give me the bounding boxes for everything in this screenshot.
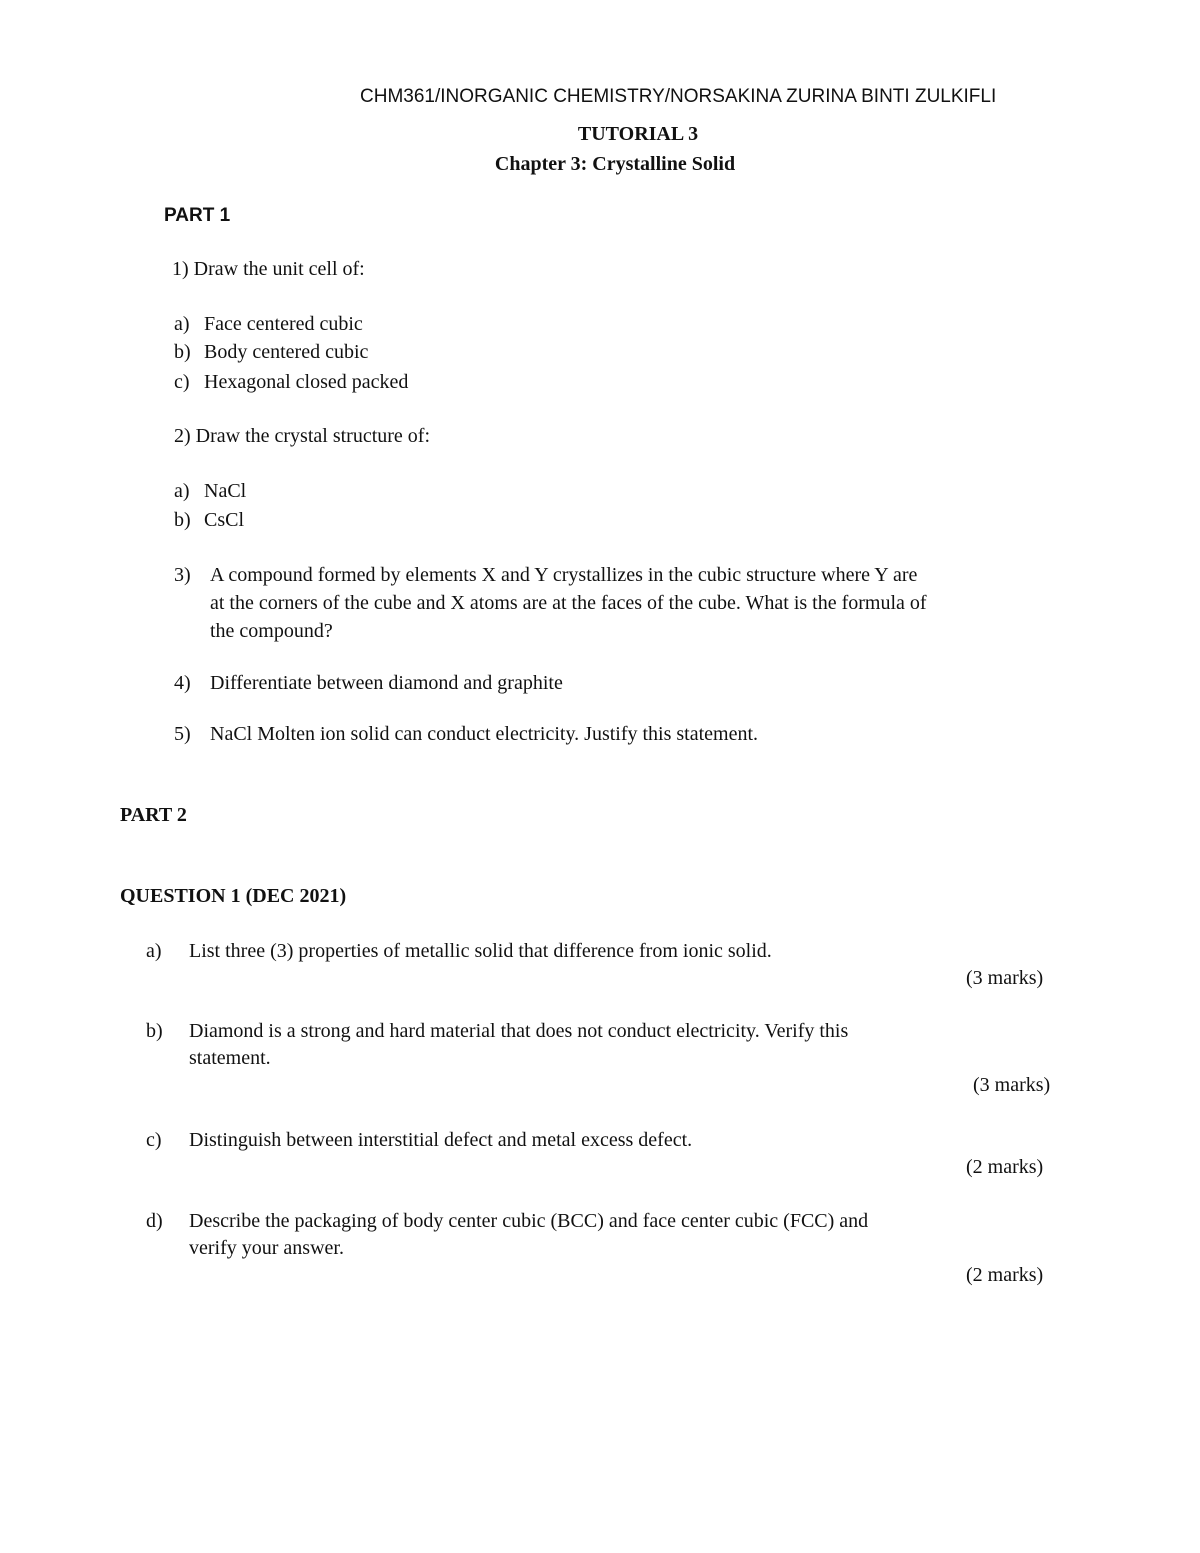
question1-b-line-1: Diamond is a strong and hard material that does not conduct electricity. Verify this <box>189 1020 849 1042</box>
question1-d-line-1: Describe the packaging of body center cubic (BCC) and face center cubic (FCC) and <box>189 1210 869 1232</box>
q3-line-2: at the corners of the cube and X atoms are at the faces of the cube. What is the formula of <box>210 592 927 614</box>
question1-a-label: a) <box>146 940 162 962</box>
q2-item-a-text: NaCl <box>204 480 247 502</box>
part1-heading: PART 1 <box>164 205 231 226</box>
q2-prompt: 2) Draw the crystal structure of: <box>174 425 431 447</box>
q1-item-b-label: b) <box>174 341 191 363</box>
question1-c-marks: (2 marks) <box>966 1156 1044 1178</box>
question1-a-text: List three (3) properties of metallic solid that difference from ionic solid. <box>189 940 772 962</box>
question1-c-label: c) <box>146 1129 162 1151</box>
q5-text: NaCl Molten ion solid can conduct electricity. Justify this statement. <box>210 723 759 745</box>
q1-item-c-label: c) <box>174 371 190 393</box>
question1-b-marks: (3 marks) <box>973 1074 1051 1096</box>
q1-item-a-text: Face centered cubic <box>204 313 363 335</box>
question1-heading: QUESTION 1 (DEC 2021) <box>120 885 347 907</box>
question1-d-line-2: verify your answer. <box>189 1237 344 1259</box>
course-header: CHM361/INORGANIC CHEMISTRY/NORSAKINA ZURINA BINTI ZULKIFLI <box>360 86 997 107</box>
q1-item-c-text: Hexagonal closed packed <box>204 371 409 393</box>
q1-item-b-text: Body centered cubic <box>204 341 369 363</box>
q2-item-b-label: b) <box>174 509 191 531</box>
q1-item-a-label: a) <box>174 313 190 335</box>
q4-text: Differentiate between diamond and graphite <box>210 672 563 694</box>
q3-number: 3) <box>174 564 191 586</box>
q3-line-1: A compound formed by elements X and Y crystallizes in the cubic structure where Y are <box>210 564 918 586</box>
q3-line-3: the compound? <box>210 620 333 642</box>
q1-prompt: 1) Draw the unit cell of: <box>172 258 365 280</box>
q5-number: 5) <box>174 723 191 745</box>
q4-number: 4) <box>174 672 191 694</box>
q2-item-b-text: CsCl <box>204 509 245 531</box>
q2-item-a-label: a) <box>174 480 190 502</box>
question1-c-text: Distinguish between interstitial defect and metal excess defect. <box>189 1129 693 1151</box>
document-title: TUTORIAL 3 <box>577 123 699 145</box>
question1-b-line-2: statement. <box>189 1047 271 1069</box>
question1-a-marks: (3 marks) <box>966 967 1044 989</box>
document-subtitle: Chapter 3: Crystalline Solid <box>494 153 736 175</box>
question1-d-label: d) <box>146 1210 163 1232</box>
question1-d-marks: (2 marks) <box>966 1264 1044 1286</box>
question1-b-label: b) <box>146 1020 163 1042</box>
part2-heading: PART 2 <box>120 804 187 826</box>
